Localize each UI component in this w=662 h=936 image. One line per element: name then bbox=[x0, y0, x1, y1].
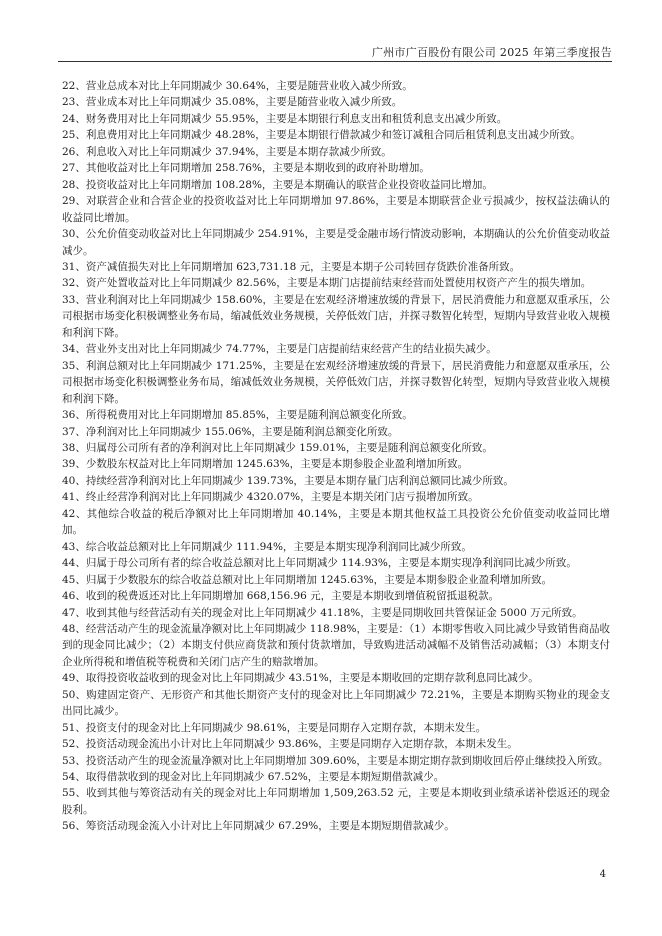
list-item: 50、购建固定资产、无形资产和其他长期资产支付的现金对比上年同期减少 72.21%，主要是本期购买物业的现金支出同比减少。 bbox=[62, 688, 610, 718]
list-item: 39、少数股东权益对比上年同期增加 1245.63%，主要是本期参股企业盈利增加所致。 bbox=[62, 458, 469, 471]
list-item: 40、持续经营净利润对比上年同期减少 139.73%，主要是本期存量门店利润总额同比减少所致。 bbox=[62, 474, 514, 487]
list-item: 36、所得税费用对比上年同期增加 85.85%，主要是随利润总额变化所致。 bbox=[62, 409, 413, 422]
list-item: 42、其他综合收益的税后净额对比上年同期增加 40.14%，主要是本期其他权益工具投资公允价值变动收益同比增加。 bbox=[62, 507, 610, 537]
list-item: 25、利息费用对比上年同期减少 48.28%，主要是本期银行借款减少和签订减租合同后租赁利息支出减少所致。 bbox=[62, 129, 581, 142]
list-item: 43、综合收益总额对比上年同期减少 111.94%，主要是本期实现净利润同比减少所致。 bbox=[62, 540, 472, 553]
document-body bbox=[62, 78, 610, 835]
list-item: 29、对联营企业和合营企业的投资收益对比上年同期增加 97.86%，主要是本期联营企业亏损减少，按权益法确认的收益同比增加。 bbox=[62, 195, 610, 224]
list-item: 23、营业成本对比上年同期减少 35.08%，主要是随营业收入减少所致。 bbox=[62, 96, 403, 109]
list-item: 28、投资收益对比上年同期增加 108.28%，主要是本期确认的联营企业投资收益同比增加。 bbox=[62, 178, 493, 191]
list-item: 22、营业总成本对比上年同期减少 30.64%，主要是随营业收入减少所致。 bbox=[62, 80, 413, 92]
list-item: 48、经营活动产生的现金流量净额对比上年同期减少 118.98%，主要是：（1）本期零售收入同比减少导致销售商品收到的现金同比减少；（2）本期支付供应商货款和预付货款增加，导致购进活动减幅不及销售活动减幅；（3）本期支付企业所得税和增值税等税费和关闭门店产生的赔款增加。 bbox=[62, 622, 610, 668]
header-divider bbox=[58, 61, 612, 62]
list-item: 37、净利润对比上年同期减少 155.06%，主要是随利润总额变化所致。 bbox=[62, 425, 399, 438]
list-item: 45、归属于少数股东的综合收益总额对比上年同期增加 1245.63%，主要是本期参股企业盈利增加所致。 bbox=[62, 573, 553, 586]
list-item: 38、归属母公司所有者的净利润对比上年同期减少 159.01%，主要是随利润总额变化所致。 bbox=[62, 441, 493, 454]
list-item: 32、资产处置收益对比上年同期减少 82.56%，主要是本期门店提前结束经营而处置使用权资产产生的损失增加。 bbox=[62, 277, 592, 290]
page-header: 广州市广百股份有限公司 2025 年第三季度报告 bbox=[371, 46, 612, 59]
list-item: 55、收到其他与筹资活动有关的现金对比上年同期增加 1,509,263.52 元，主要是本期收到业绩承诺补偿返还的现金股利。 bbox=[62, 787, 610, 816]
list-item: 41、终止经营净利润对比上年同期减少 4320.07%，主要是本期关闭门店亏损增加所致。 bbox=[62, 491, 479, 504]
list-item: 44、归属于母公司所有者的综合收益总额对比上年同期减少 114.93%，主要是本期实现净利润同比减少所致。 bbox=[62, 557, 577, 570]
list-item: 35、利润总额对比上年同期减少 171.25%，主要是在宏观经济增速放缓的背景下，居民消费能力和意愿双重承压，公司根据市场变化积极调整业务布局，缩减低效业务规模，关停低效门店，并探寻数智化转型，短期内导致营业收入规模和利润下降。 bbox=[62, 359, 610, 405]
list-item: 33、营业利润对比上年同期减少 158.60%，主要是在宏观经济增速放缓的背景下，居民消费能力和意愿双重承压，公司根据市场变化积极调整业务布局，缩减低效业务规模，关停低效门店，并探寻数智化转型，短期内导致营业收入规模和利润下降。 bbox=[62, 293, 610, 339]
list-item: 54、取得借款收到的现金对比上年同期减少 67.52%，主要是本期短期借款减少。 bbox=[62, 771, 445, 784]
list-item: 34、营业外支出对比上年同期减少 74.77%，主要是门店提前结束经营产生的结业损失减少。 bbox=[62, 343, 497, 356]
list-item: 53、投资活动产生的现金流量净额对比上年同期增加 309.60%，主要是本期定期存款到期收回后停止继续投入所致。 bbox=[62, 754, 609, 767]
list-item: 49、取得投资收益收到的现金对比上年同期减少 43.51%，主要是本期收回的定期存款利息同比减少。 bbox=[62, 672, 539, 685]
list-item: 31、资产减值损失对比上年同期增加 623,731.18 元，主要是本期子公司转回存货跌价准备所致。 bbox=[62, 260, 521, 273]
list-item: 26、利息收入对比上年同期减少 37.94%，主要是本期存款减少所致。 bbox=[62, 145, 392, 158]
list-item: 46、收到的税费返还对比上年同期增加 668,156.96 元，主要是本期收到增值税留抵退税款。 bbox=[62, 590, 500, 603]
list-item: 47、收到其他与经营活动有关的现金对比上年同期减少 41.18%，主要是同期收回共管保证金 5000 万元所致。 bbox=[62, 606, 583, 619]
list-item: 51、投资支付的现金对比上年同期减少 98.61%，主要是同期存入定期存款，本期未发生。 bbox=[62, 721, 487, 734]
list-item: 30、公允价值变动收益对比上年同期减少 254.91%，主要是受金融市场行情波动影响，本期确认的公允价值变动收益减少。 bbox=[62, 228, 610, 257]
list-item: 24、财务费用对比上年同期减少 55.95%，主要是本期银行利息支出和租赁利息支出减少所致。 bbox=[62, 112, 508, 125]
list-item: 27、其他收益对比上年同期增加 258.76%，主要是本期收到的政府补助增加。 bbox=[62, 162, 430, 175]
list-item: 56、筹资活动现金流入小计对比上年同期减少 67.29%，主要是本期短期借款减少。 bbox=[62, 820, 455, 833]
page-number: 4 bbox=[599, 869, 606, 880]
list-item: 52、投资活动现金流出小计对比上年同期减少 93.86%，主要是同期存入定期存款，本期未发生。 bbox=[62, 738, 518, 751]
